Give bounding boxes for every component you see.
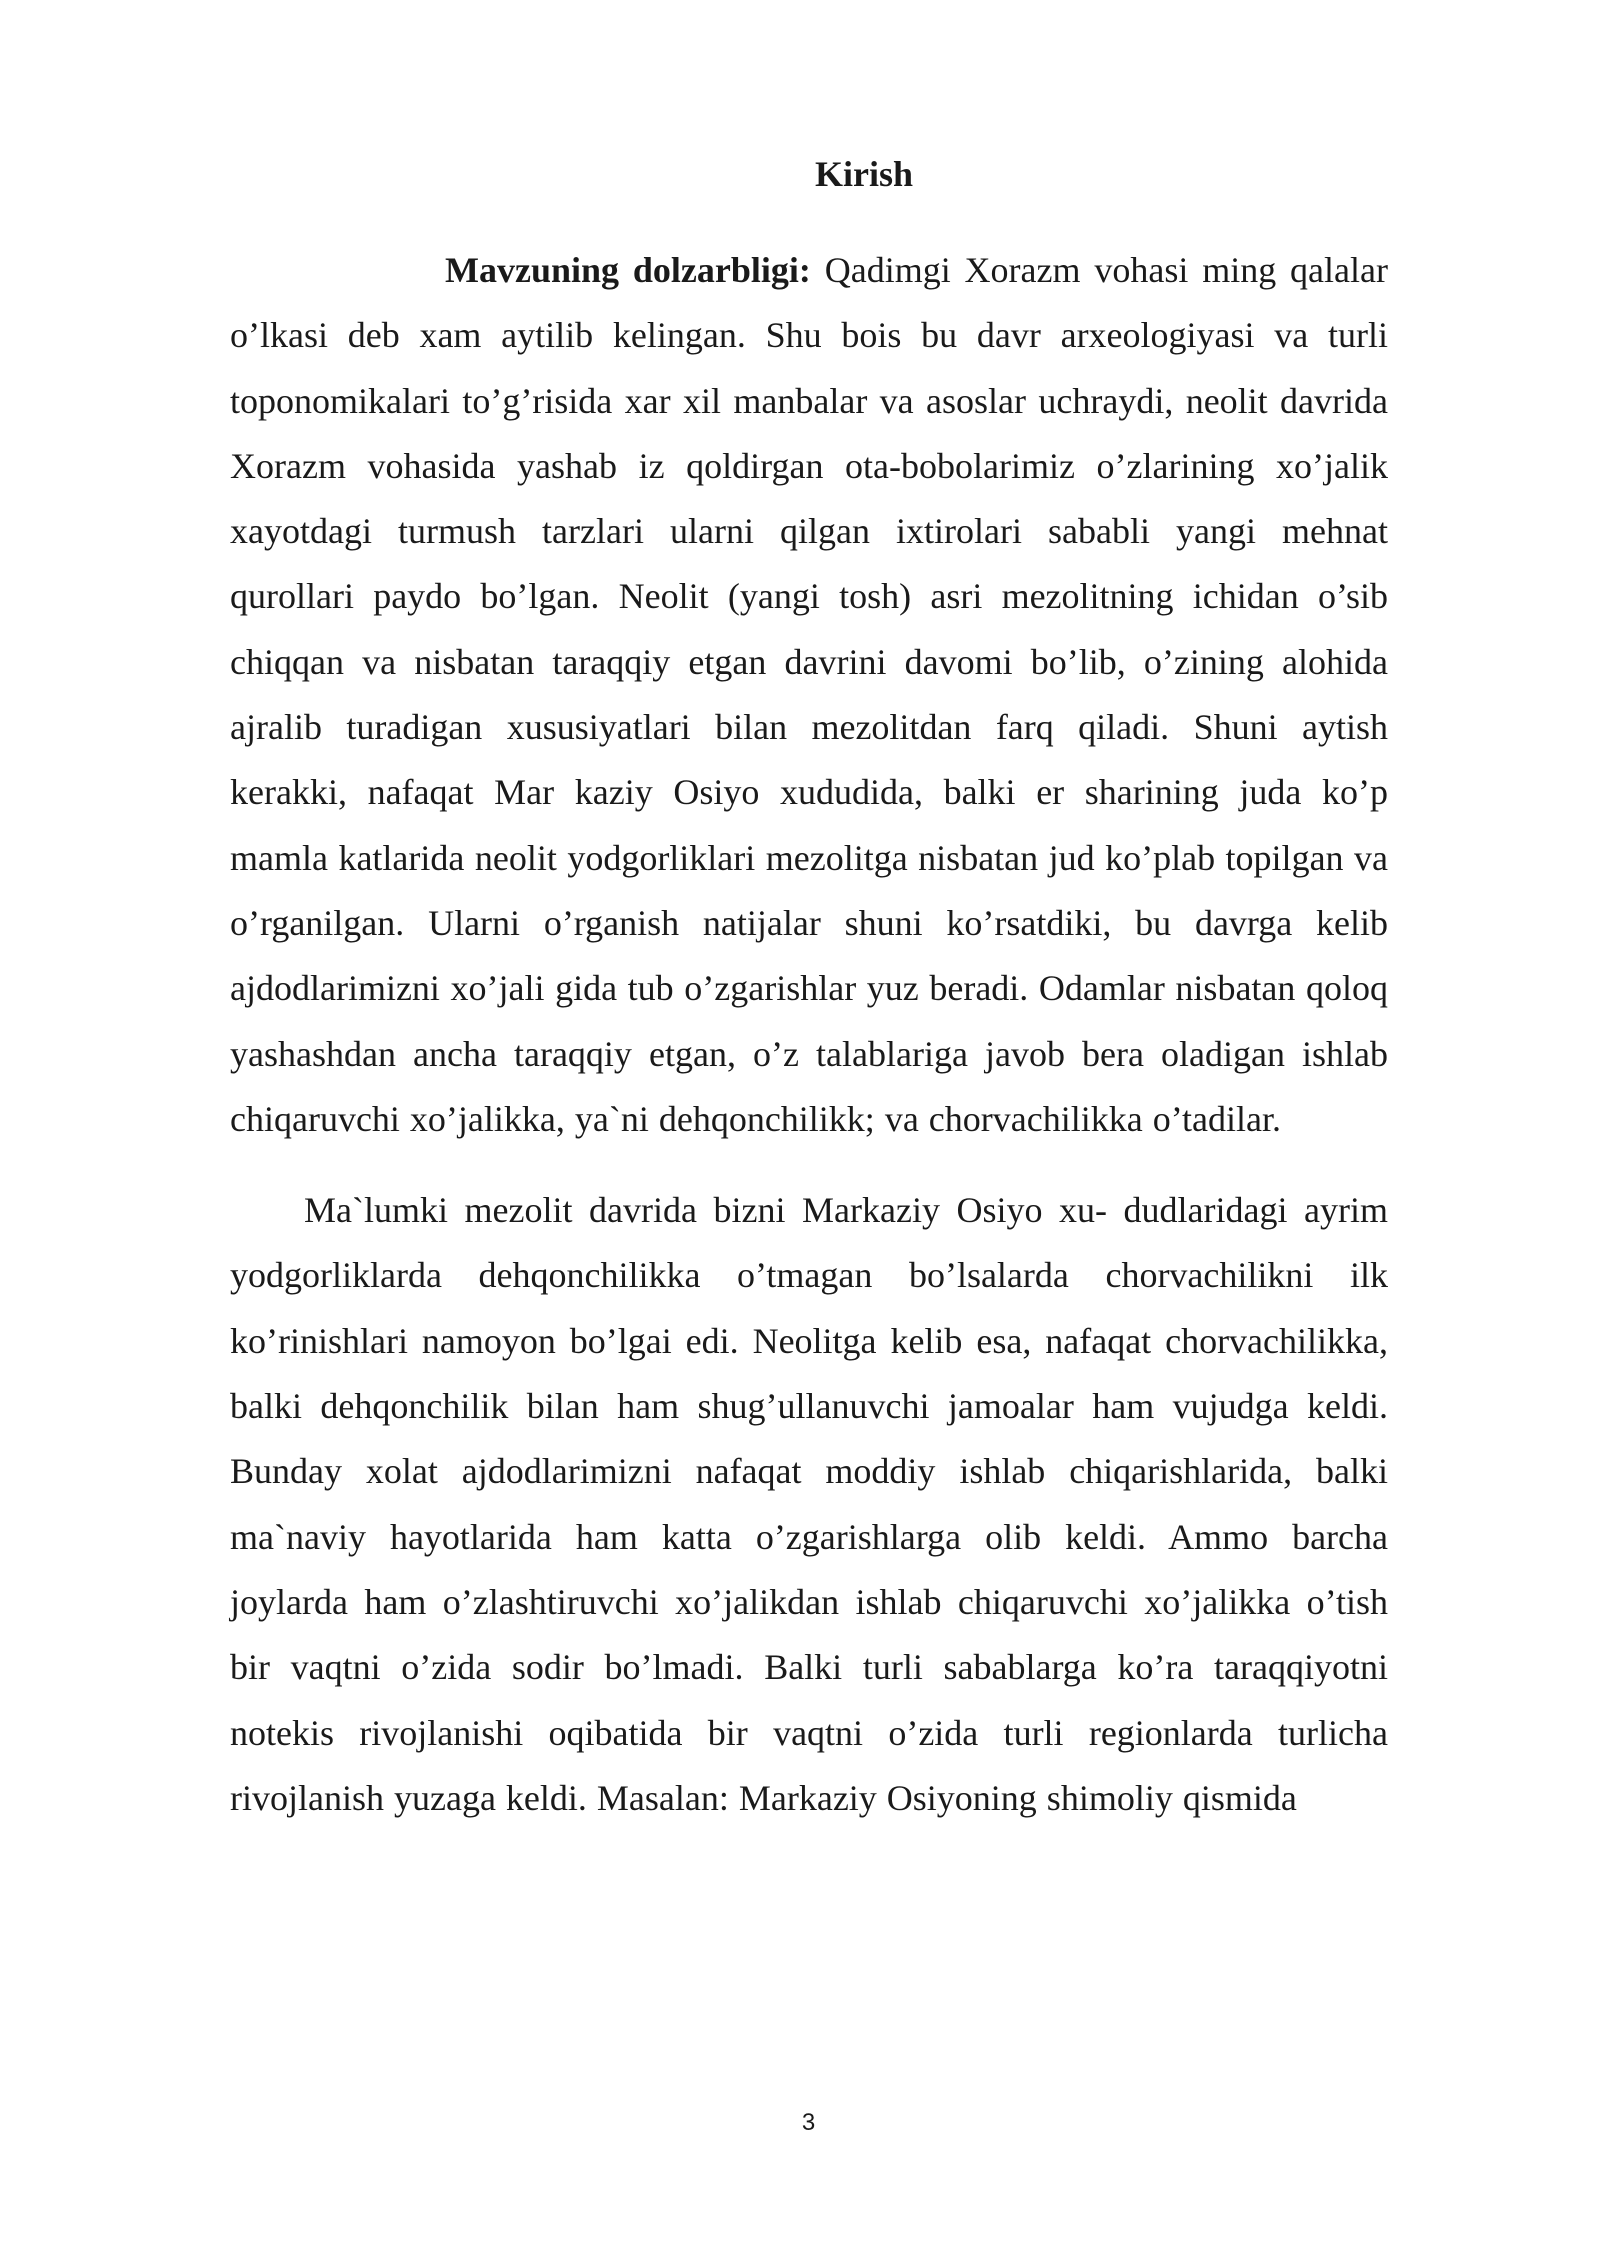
document-body — [230, 238, 1388, 1831]
paragraph-lead: Mavzuning dolzarbligi: — [445, 250, 811, 290]
page-number: 3 — [801, 2109, 816, 2136]
paragraph-text: Qadimgi Xorazm vohasi ming qalalar o’lkasi deb xam aytilib kelingan. Shu bois bu davr arxeologiyasi va turli toponomikalari to’g’risida xar xil manbalar va asoslar uchraydi, neolit davrida Xorazm vohasida yashab iz qoldirgan ota-bobolarimiz o’zlarining xo’jalik xayotdagi turmush tarzlari ularni qilgan ixtirolari sababli yangi mehnat qurollari paydo bo’lgan. Neolit (yangi tosh) asri mezolitning ichidan o’sib chiqqan va nisbatan taraqqiy etgan davrini davomi bo’lib, o’zining alohida ajralib turadigan xususiyatlari bilan mezolitdan farq qiladi. Shuni aytish kerakki, nafaqat Mar kaziy Osiyo xududida, balki er sharining juda ko’p mamla katlarida neolit yodgorliklari mezolitga nisbatan jud ko’plab topilgan va o’rganilgan. Ularni o’rganish natijalar shuni ko’rsatdiki, bu davrga kelib ajdodlarimizni xo’jali gida tub o’zgarishlar yuz beradi. Odamlar nisbatan qoloq yashashdan ancha taraqqiy etgan, o’z talablariga javob bera oladigan ishlab chiqaruvchi xo’jalikka, ya`ni dehqonchilikk; va chorvachilikka o’tadilar. — [230, 250, 1388, 1139]
paragraph-neolithic — [230, 1178, 1388, 1831]
paragraph-text: Ma`lumki mezolit davrida bizni Markaziy Osiyo xu- dudlaridagi ayrim yodgorliklarda dehqonchilikka o’tmagan bo’lsalarda chorvachilikni ilk ko’rinishlari namoyon bo’lgai edi. Neolitga kelib esa, nafaqat chorvachilikka, balki dehqonchilik bilan ham shug’ullanuvchi jamoalar ham vujudga keldi. Bunday xolat ajdodlarimizni nafaqat moddiy ishlab chiqarishlarida, balki ma`naviy hayotlarida ham katta o’zgarishlarga olib keldi. Ammo barcha joylarda ham o’zlashtiruvchi xo’jalikdan ishlab chiqaruvchi xo’jalikka o’tish bir vaqtni o’zida sodir bo’lmadi. Balki turli sabablarga ko’ra taraqqiyotni notekis rivojlanishi oqibatida bir vaqtni o’zida turli regionlarda turlicha rivojlanish yuzaga keldi. Masalan: Markaziy Osiyoning shimoliy qismida — [230, 1190, 1388, 1818]
page-title: Kirish — [814, 154, 913, 194]
paragraph-relevance — [230, 238, 1388, 1152]
